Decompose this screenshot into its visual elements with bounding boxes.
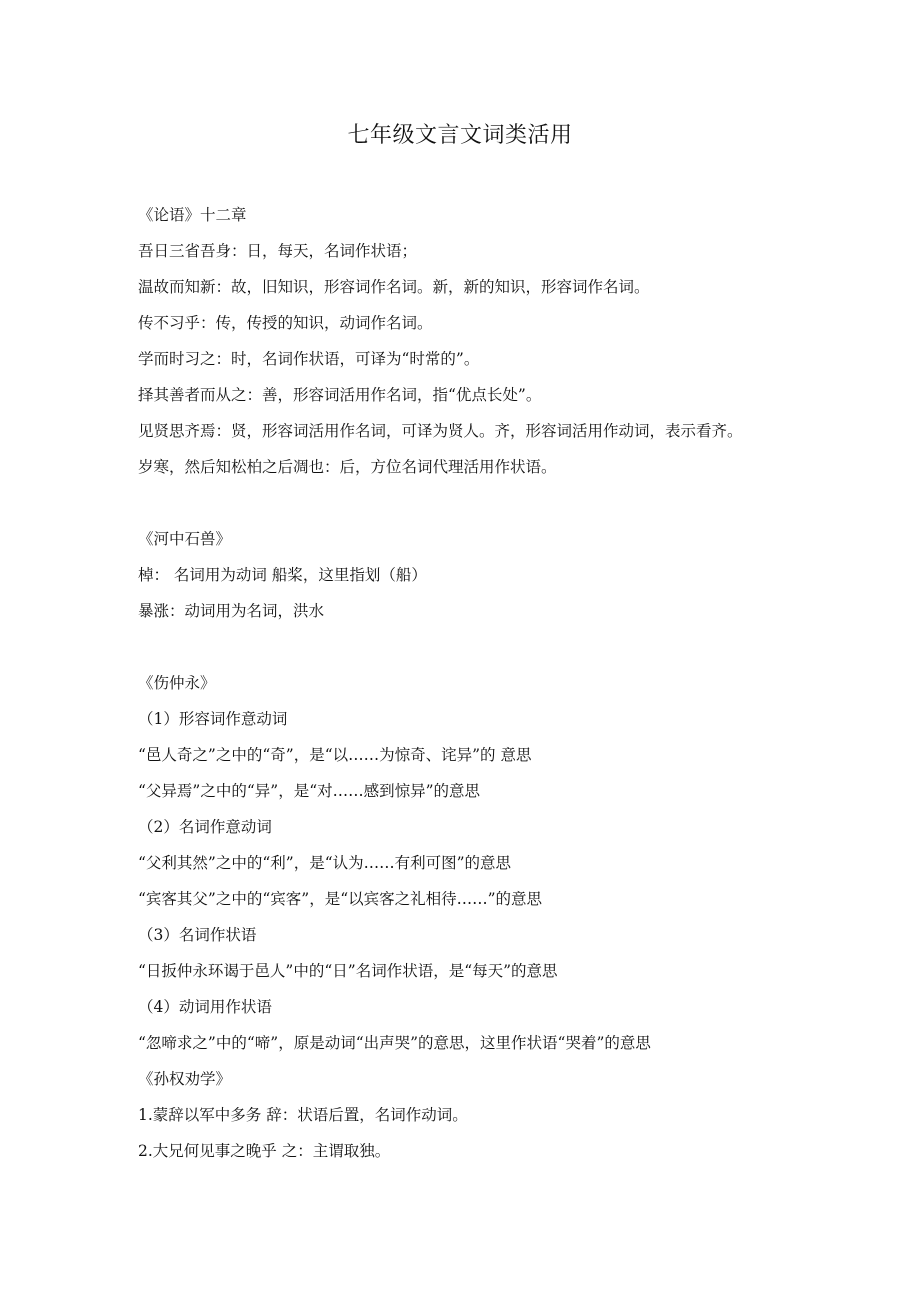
text-line: “日扳仲永环谒于邑人”中的“日”名词作状语，是“每天”的意思 <box>138 962 558 980</box>
section-heading-shangzhongyong: 《伤仲永》 <box>138 674 216 692</box>
text-line: 棹： 名词用为动词 船桨，这里指划（船） <box>138 566 427 584</box>
text-line: 1.蒙辞以军中多务 辞：状语后置，名词作动词。 <box>138 1106 468 1124</box>
section-heading-sunquan: 《孙权劝学》 <box>138 1070 232 1088</box>
text-line: 2.大兄何见事之晚乎 之：主谓取独。 <box>138 1142 391 1160</box>
text-line: （1）形容词作意动词 <box>138 710 288 728</box>
text-line: （2）名词作意动词 <box>138 818 272 836</box>
text-line: 岁寒，然后知松柏之后凋也：后，方位名词代理活用作状语。 <box>138 458 557 476</box>
text-line: 择其善者而从之：善，形容词活用作名词，指“优点长处”。 <box>138 386 542 404</box>
text-line: “忽啼求之”中的“啼”，原是动词“出声哭”的意思，这里作状语“哭着”的意思 <box>138 1034 651 1052</box>
text-line: 暴涨：动词用为名词，洪水 <box>138 602 325 620</box>
document-title: 七年级文言文词类活用 <box>347 123 573 148</box>
text-line: 学而时习之：时，名词作状语，可译为“时常的”。 <box>138 350 480 368</box>
text-line: “父利其然”之中的“利”，是“认为……有利可图”的意思 <box>138 854 512 872</box>
text-line: 温故而知新：故，旧知识，形容词作名词。新，新的知识，形容词作名词。 <box>138 278 650 296</box>
text-line: （3）名词作状语 <box>138 926 257 944</box>
text-line: （4）动词用作状语 <box>138 998 272 1016</box>
section-heading-hezhong: 《河中石兽》 <box>138 530 232 548</box>
text-line: “父异焉”之中的“异”，是“对……感到惊异”的意思 <box>138 782 481 800</box>
text-line: 传不习乎：传，传授的知识，动词作名词。 <box>138 314 433 332</box>
section-heading-lunyu: 《论语》十二章 <box>138 206 247 224</box>
text-line: 见贤思齐焉：贤，形容词活用作名词，可译为贤人。齐，形容词活用作动词，表示看齐。 <box>138 422 743 440</box>
text-line: “宾客其父”之中的“宾客”，是“以宾客之礼相待……”的意思 <box>138 890 543 908</box>
text-line: 吾日三省吾身：日，每天，名词作状语； <box>138 242 418 260</box>
text-line: “邑人奇之”之中的“奇”，是“以……为惊奇、诧异”的 意思 <box>138 746 532 764</box>
